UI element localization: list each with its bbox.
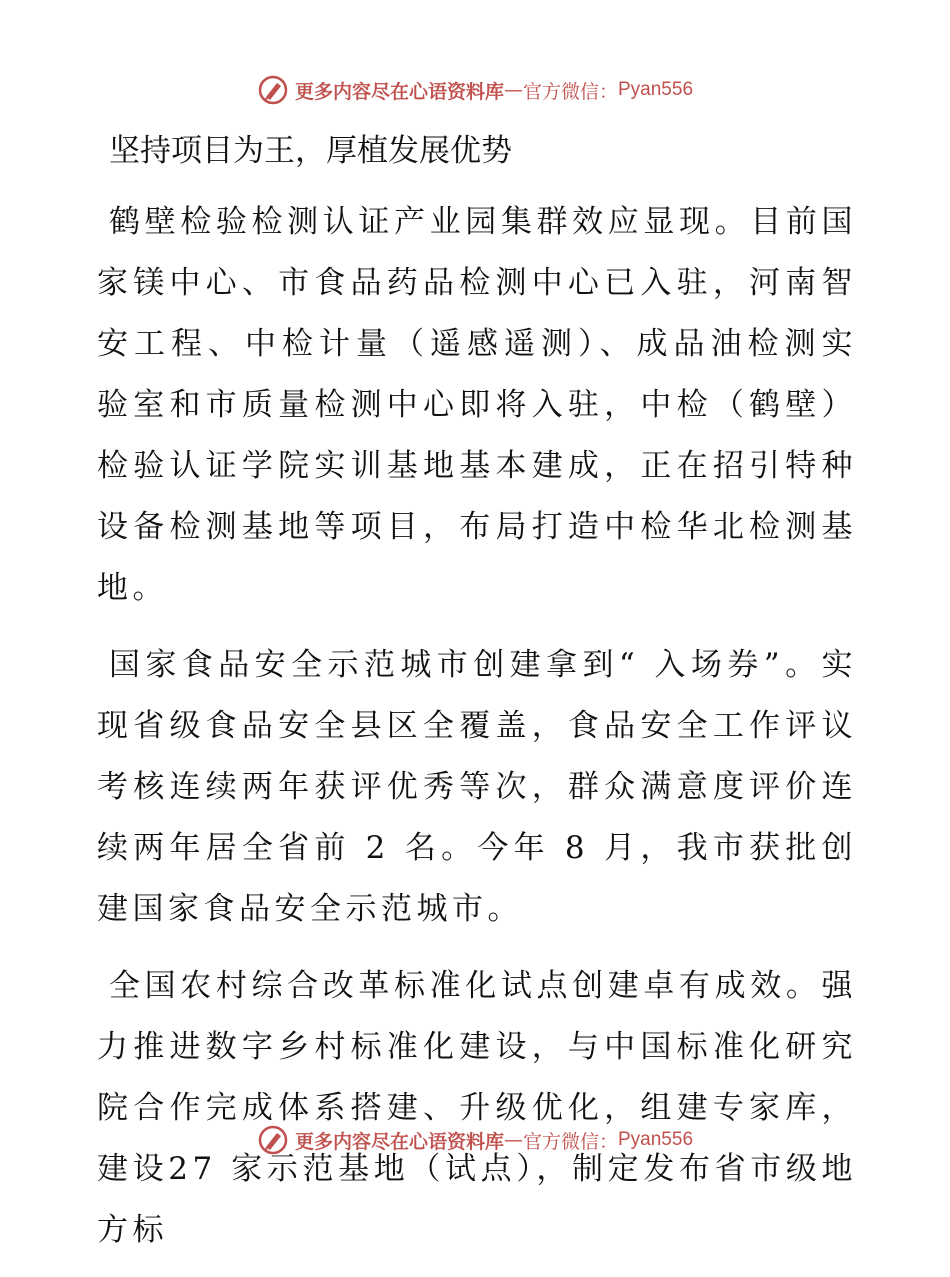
watermark-wechat-id: Pyan556: [618, 1129, 694, 1150]
watermark-banner-top: [0, 70, 950, 110]
paragraph-rural-reform: 全国农村综合改革标准化试点创建卓有成效。强力推进数字乡村标准化建设，与中国标准化研究院合作完成体系搭建、升级优化，组建专家库，建设27 家示范基地（试点），制定发布省市级地方标: [97, 968, 857, 1248]
watermark-separator: —: [503, 1129, 523, 1151]
watermark-wechat-id: Pyan556: [618, 79, 694, 100]
document-body: [97, 122, 857, 1277]
pen-nib-logo-icon: [257, 74, 289, 106]
watermark-banner-bottom: [0, 1120, 950, 1160]
section-heading: 坚持项目为王，厚植发展优势: [109, 133, 512, 169]
watermark-separator: —: [503, 79, 523, 101]
watermark-wechat-label: 官方微信：: [522, 1130, 618, 1153]
paragraph-inspection-park: 鹤壁检验检测认证产业园集群效应显现。目前国家镁中心、市食品药品检测中心已入驻，河南智安工程、中检计量（遥感遥测）、成品油检测实验室和市质量检测中心即将入驻，中检（鹤壁）检验认证学院实训基地基本建成，正在招引特种设备检测基地等项目，布局打造中检华北检测基地。: [97, 204, 857, 606]
paragraph-food-safety: 国家食品安全示范城市创建拿到“ 入场券”。实现省级食品安全县区全覆盖，食品安全工作评议考核连续两年获评优秀等次，群众满意度评价连续两年居全省前 2 名。今年 8 月，我市获批创建国家食品安全示范城市。: [97, 647, 857, 927]
watermark-wechat-label: 官方微信：: [522, 80, 618, 103]
watermark-site-text: 更多内容尽在心语资料库: [294, 80, 504, 103]
pen-nib-logo-icon: [257, 1124, 289, 1156]
watermark-site-text: 更多内容尽在心语资料库: [294, 1130, 504, 1153]
